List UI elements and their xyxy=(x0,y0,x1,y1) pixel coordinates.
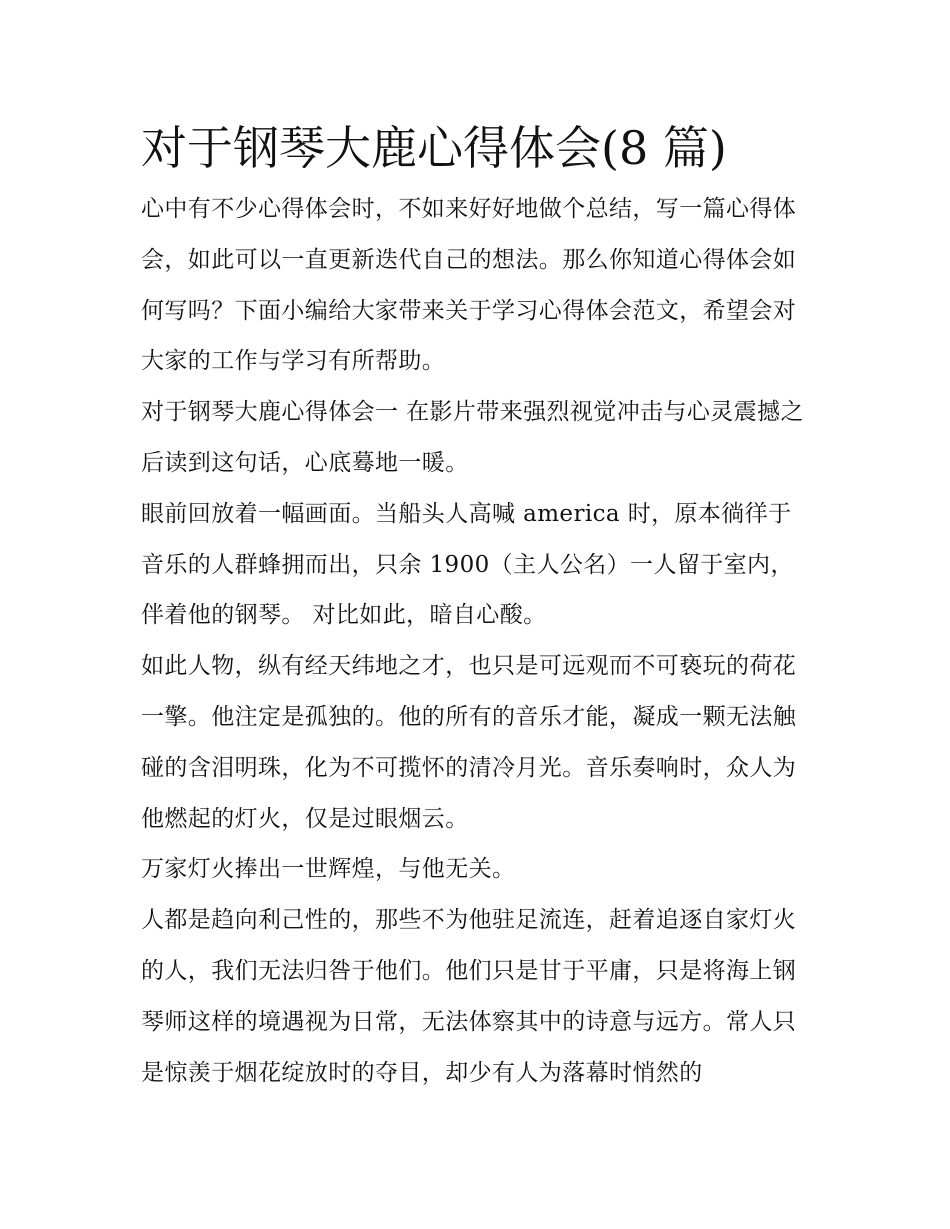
paragraph-4: 万家灯火捧出一世辉煌，与他无关。 xyxy=(141,856,516,883)
paragraph-1: 对于钢琴大鹿心得体会一 在影片带来强烈视觉冲击与心灵震撼之后读到这句话，心底蓦地一暖。 xyxy=(141,399,804,476)
paragraph-3: 如此人物，纵有经天纬地之才，也只是可远观而不可亵玩的荷花一擎。他注定是孤独的。他的所有的音乐才能，凝成一颗无法触碰的含泪明珠，化为不可揽怀的清冷月光。音乐奏响时，众人为他燃起的灯火，仅是过眼烟云。 xyxy=(141,653,797,832)
paragraph-intro: 心中有不少心得体会时，不如来好好地做个总结，写一篇心得体会，如此可以一直更新迭代自己的想法。那么你知道心得体会如何写吗？下面小编给大家带来关于学习心得体会范文，希望会对大家的工作与学习有所帮助。 xyxy=(141,196,797,375)
document-title: 对于钢琴大鹿心得体会(8 篇) xyxy=(141,121,727,175)
paragraph-5: 人都是趋向利己性的，那些不为他驻足流连，赶着追逐自家灯火的人，我们无法归咎于他们。他们只是甘于平庸，只是将海上钢琴师这样的境遇视为日常，无法体察其中的诗意与远方。常人只是惊羡于烟花绽放时的夺目，却少有人为落幕时悄然的 xyxy=(141,907,797,1086)
document-content xyxy=(141,112,813,1098)
paragraph-2: 眼前回放着一幅画面。当船头人高喊 america 时，原本徜徉于音乐的人群蜂拥而出，只余 1900（主人公名）一人留于室内，伴着他的钢琴。 对比如此，暗自心酸。 xyxy=(141,500,794,629)
